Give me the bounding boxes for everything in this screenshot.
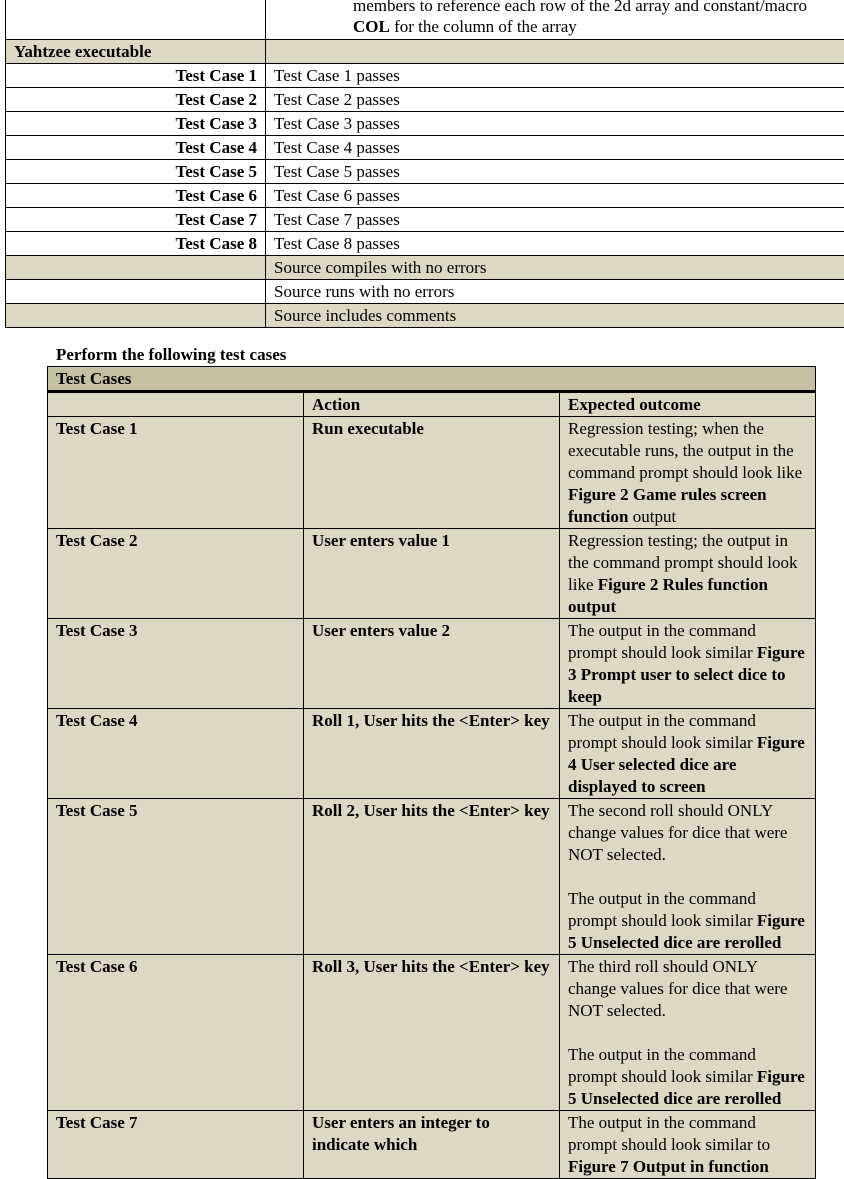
- test-cases-caption: Test Cases: [48, 367, 816, 392]
- test-case-name: Test Case 6: [48, 955, 304, 1111]
- rubric-row: [6, 232, 844, 256]
- perform-heading: Perform the following test cases: [56, 345, 286, 365]
- rubric-row-label: Test Case 4: [6, 136, 266, 160]
- rubric-row-text: Test Case 8 passes: [266, 232, 844, 256]
- rubric-row-label: Test Case 7: [6, 208, 266, 232]
- test-cases-table: [47, 366, 816, 1179]
- rubric-row-text: Test Case 1 passes: [266, 64, 844, 88]
- test-case-expected: The third roll should ONLY change values for dice that were NOT selected. The output in the command prompt should look similar Figure 5 Unselected dice are rerolled: [560, 955, 816, 1111]
- test-case-row: [48, 1111, 816, 1179]
- rubric-row: [6, 184, 844, 208]
- test-case-row: [48, 417, 816, 529]
- rubric-row-text: Test Case 6 passes: [266, 184, 844, 208]
- grading-rubric-table: [5, 0, 844, 328]
- rubric-row-text: Test Case 2 passes: [266, 88, 844, 112]
- header-blank: [48, 392, 304, 417]
- test-case-action: User enters an integer to indicate which: [304, 1111, 560, 1179]
- rubric-row-label: Test Case 6: [6, 184, 266, 208]
- test-cases-caption-row: [48, 367, 816, 392]
- test-case-expected: Regression testing; when the executable runs, the output in the command prompt should look like Figure 2 Game rules screen function output: [560, 417, 816, 529]
- rubric-row: [6, 112, 844, 136]
- continuation-text: members to reference each row of the 2d array and constant/macro: [353, 0, 807, 15]
- rubric-continuation-row: [6, 0, 844, 40]
- test-cases-header-row: [48, 392, 816, 417]
- rubric-extra-row: [6, 304, 844, 328]
- rubric-section-row: [6, 40, 844, 64]
- test-case-expected: The output in the command prompt should look similar Figure 3 Prompt user to select dice to keep: [560, 619, 816, 709]
- test-case-row: [48, 619, 816, 709]
- rubric-continuation-cell: [266, 0, 844, 40]
- test-case-name: Test Case 4: [48, 709, 304, 799]
- test-case-expected: Regression testing; the output in the command prompt should look like Figure 2 Rules function output: [560, 529, 816, 619]
- rubric-section-label: Yahtzee executable: [6, 40, 266, 64]
- rubric-section-value: [266, 40, 844, 64]
- rubric-row-text: Test Case 4 passes: [266, 136, 844, 160]
- test-case-name: Test Case 5: [48, 799, 304, 955]
- test-case-expected: The second roll should ONLY change values for dice that were NOT selected. The output in the command prompt should look similar Figure 5 Unselected dice are rerolled: [560, 799, 816, 955]
- rubric-row: [6, 136, 844, 160]
- continuation-tail-text: for the column of the array: [390, 17, 577, 36]
- rubric-row: [6, 88, 844, 112]
- test-case-row: [48, 709, 816, 799]
- rubric-row-text: Test Case 7 passes: [266, 208, 844, 232]
- rubric-row: [6, 208, 844, 232]
- test-case-name: Test Case 2: [48, 529, 304, 619]
- test-case-row: [48, 529, 816, 619]
- test-case-action: Roll 3, User hits the <Enter> key: [304, 955, 560, 1111]
- rubric-extra-row: [6, 280, 844, 304]
- test-case-row: [48, 955, 816, 1111]
- rubric-row-label: Test Case 5: [6, 160, 266, 184]
- test-case-row: [48, 799, 816, 955]
- rubric-row-text: Test Case 3 passes: [266, 112, 844, 136]
- header-action: Action: [304, 392, 560, 417]
- rubric-extra-text: Source includes comments: [266, 304, 844, 328]
- test-case-action: Run executable: [304, 417, 560, 529]
- rubric-extra-row: [6, 256, 844, 280]
- rubric-extra-text: Source compiles with no errors: [266, 256, 844, 280]
- rubric-row-label: Test Case 8: [6, 232, 266, 256]
- test-case-action: User enters value 1: [304, 529, 560, 619]
- test-case-expected: The output in the command prompt should look similar to Figure 7 Output in function: [560, 1111, 816, 1179]
- rubric-row-label: Test Case 1: [6, 64, 266, 88]
- rubric-row-label: Test Case 2: [6, 88, 266, 112]
- test-case-name: Test Case 7: [48, 1111, 304, 1179]
- rubric-row-text: Test Case 5 passes: [266, 160, 844, 184]
- rubric-extra-text: Source runs with no errors: [266, 280, 844, 304]
- rubric-row: [6, 64, 844, 88]
- test-case-name: Test Case 1: [48, 417, 304, 529]
- test-case-name: Test Case 3: [48, 619, 304, 709]
- continuation-bold-text: COL: [353, 17, 390, 36]
- test-case-action: Roll 1, User hits the <Enter> key: [304, 709, 560, 799]
- test-case-action: Roll 2, User hits the <Enter> key: [304, 799, 560, 955]
- header-expected: Expected outcome: [560, 392, 816, 417]
- rubric-row: [6, 160, 844, 184]
- test-case-expected: The output in the command prompt should look similar Figure 4 User selected dice are displayed to screen: [560, 709, 816, 799]
- rubric-label-cell: [6, 0, 266, 40]
- test-case-action: User enters value 2: [304, 619, 560, 709]
- rubric-row-label: Test Case 3: [6, 112, 266, 136]
